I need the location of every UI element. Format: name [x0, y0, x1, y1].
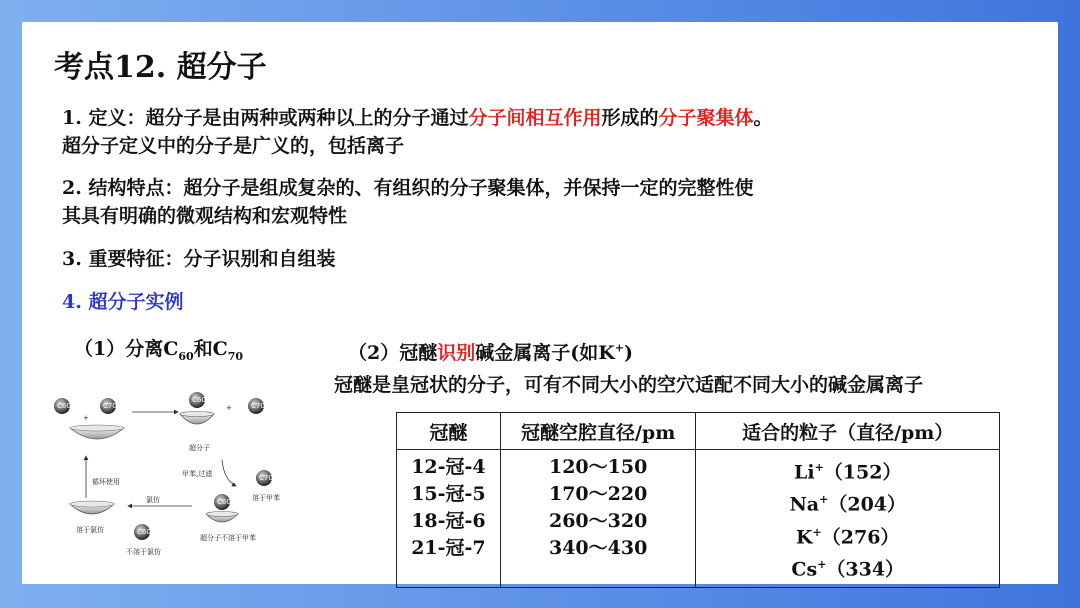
table-cell: 21-冠-7 [411, 537, 486, 559]
suitable-particle-column [696, 450, 1000, 588]
c70-label: C70 [251, 402, 265, 410]
example1-title [74, 334, 243, 363]
soluble-toluene-label: 溶于甲苯 [252, 494, 280, 502]
highlight-recognition: 识别 [437, 342, 476, 364]
table-cell: 340～430 [548, 537, 648, 559]
crown-ether-column [397, 450, 501, 588]
chloroform-label: 氯仿 [146, 496, 160, 504]
recycle-label: 循环使用 [92, 478, 120, 486]
definition-text-end: 。 [753, 107, 773, 129]
c70-subscript: 70 [227, 349, 244, 363]
structure-line1: 2. 结构特点：超分子是组成复杂的、有组织的分子聚集体，并保持一定的完整性使 [62, 177, 754, 199]
highlight-intermolecular: 分子间相互作用 [468, 107, 602, 129]
definition-text-mid: 形成的 [601, 107, 659, 129]
definition-text: 1. 定义：超分子是由两种或两种以上的分子通过 [62, 107, 469, 129]
plus-sign: + [226, 404, 232, 412]
header-cavity-diameter: 冠醚空腔直径/pm [500, 413, 696, 450]
arrow-icon [222, 460, 236, 486]
c60-c70-separation-diagram [52, 390, 292, 560]
example2-close: ) [623, 342, 633, 364]
header-suitable-particle: 适合的粒子（直径/pm） [696, 413, 1000, 450]
example1-prefix: （1）分离C [74, 338, 179, 360]
table-cell: 120～150 [548, 456, 648, 478]
c60-label: C60 [57, 402, 71, 410]
plus-sign: + [83, 414, 89, 422]
c60-label: C60 [192, 396, 206, 404]
example2-rest: 碱金属离子(如K [475, 342, 615, 364]
definition-line2: 超分子定义中的分子是广义的，包括离子 [62, 135, 405, 157]
examples-heading: 4. 超分子实例 [62, 291, 184, 313]
table-cell: 170～220 [548, 483, 648, 505]
table-cell: K+（276） [796, 525, 900, 548]
toluene-filter-label: 甲苯,过滤 [182, 470, 213, 478]
definition-paragraph [62, 104, 1022, 160]
slide-title: 考点12. 超分子 [54, 50, 267, 85]
k-charge: + [614, 341, 624, 355]
highlight-aggregate: 分子聚集体 [658, 107, 754, 129]
table-cell: 12-冠-4 [411, 456, 486, 478]
soluble-chloroform-label: 溶于氯仿 [76, 526, 104, 534]
table-cell: 15-冠-5 [411, 483, 486, 505]
table-header-row [397, 413, 1000, 450]
table-cell: Cs+（334） [791, 557, 905, 581]
c70-label: C70 [103, 402, 117, 410]
example2-prefix: （2）冠醚 [348, 342, 438, 364]
structure-line2: 其具有明确的微观结构和宏观特性 [62, 205, 348, 227]
supramolecule-label: 超分子 [189, 444, 210, 452]
cavity-diameter-column [500, 450, 696, 588]
structure-paragraph [62, 174, 1022, 230]
table-cell: 260～320 [548, 510, 648, 532]
slide [22, 22, 1058, 584]
table-cell: Li+（152） [794, 461, 902, 484]
crown-ether-description: 冠醚是皇冠状的分子，可有不同大小的空穴适配不同大小的碱金属离子 [334, 374, 924, 396]
example2-title [348, 338, 633, 365]
header-crown-ether: 冠醚 [397, 413, 501, 450]
c70-label: C70 [259, 474, 273, 482]
c60-label: C60 [137, 528, 151, 536]
crown-ether-table [396, 412, 1000, 588]
table-row [397, 450, 1000, 588]
table-cell: Na+（204） [789, 493, 907, 516]
c60-subscript: 60 [178, 349, 194, 363]
insoluble-toluene-label: 超分子不溶于甲苯 [200, 534, 256, 542]
feature-paragraph: 3. 重要特征：分子识别和自组装 [62, 248, 336, 270]
insoluble-chloroform-label: 不溶于氯仿 [126, 548, 161, 556]
table-cell: 18-冠-6 [411, 510, 486, 532]
example1-and: 和C [193, 338, 228, 360]
c60-label: C60 [217, 498, 231, 506]
